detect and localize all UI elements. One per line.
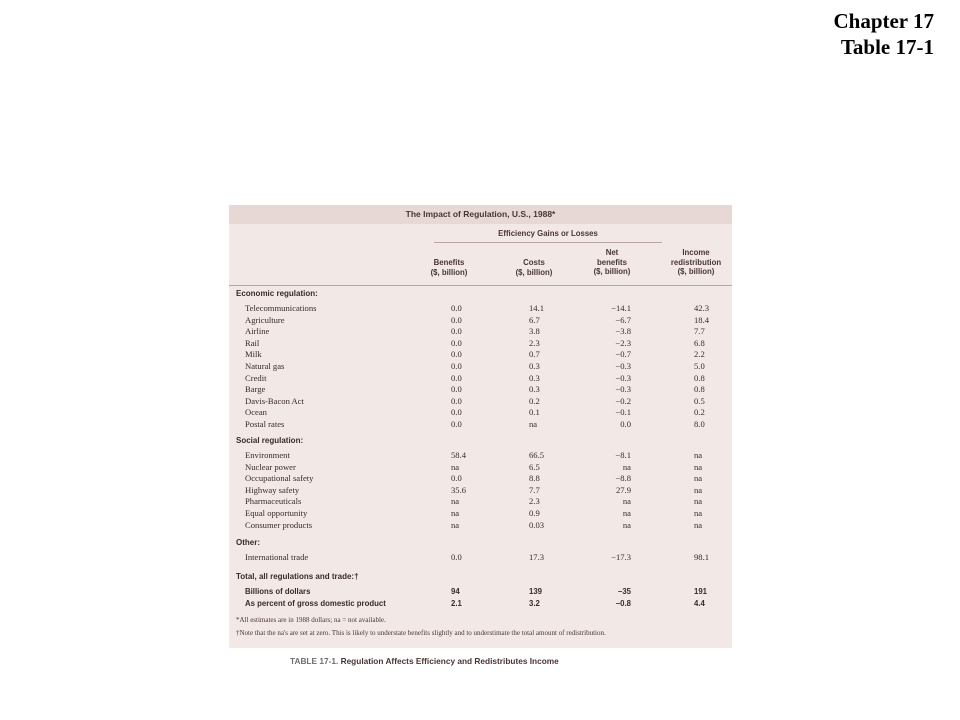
table-row — [229, 450, 732, 462]
table-row — [229, 361, 732, 373]
table-row — [229, 552, 732, 564]
costs-cell: 0.3 — [529, 361, 540, 371]
benefits-cell: na — [451, 519, 460, 530]
footnote-estimates: *All estimates are in 1988 dollars; na = not available. — [236, 616, 386, 624]
benefits-cell: 2.1 — [451, 598, 462, 608]
row-label: Consumer products — [245, 519, 313, 530]
income-redistribution-cell: 42.3 — [694, 303, 710, 313]
row-label: Rail — [245, 337, 260, 348]
costs-cell: 0.7 — [529, 349, 540, 360]
net-benefits-cell: −8.1 — [615, 450, 631, 460]
benefits-cell: 0.0 — [451, 349, 462, 360]
income-redistribution-cell: na — [694, 519, 703, 530]
net-benefits-cell: −6.7 — [615, 314, 631, 325]
costs-cell: 3.8 — [529, 326, 540, 337]
income-redistribution-cell: 0.2 — [694, 407, 705, 418]
row-label: Telecommunications — [245, 303, 317, 313]
net-benefits-cell: −0.3 — [615, 361, 631, 371]
costs-cell: 3.2 — [529, 598, 540, 608]
table-row — [229, 462, 732, 474]
chapter-heading: Chapter 17 — [833, 9, 934, 33]
table-row — [229, 508, 732, 520]
row-label: Barge — [245, 384, 266, 395]
costs-cell: 2.3 — [529, 496, 540, 507]
net-benefits-cell: na — [622, 496, 631, 507]
net-benefits-cell: −0.3 — [615, 372, 631, 383]
income-redistribution-cell: 0.8 — [694, 384, 705, 395]
row-label: Davis-Bacon Act — [245, 395, 304, 406]
table-row — [229, 373, 732, 385]
table-row — [229, 598, 732, 610]
costs-cell: 0.3 — [529, 384, 540, 395]
income-redistribution-cell: 5.0 — [694, 361, 705, 371]
col-header-income: Income redistribution ($, billion) — [670, 248, 722, 276]
row-label: Environment — [245, 450, 290, 460]
row-label: Natural gas — [245, 361, 285, 371]
row-label: Milk — [245, 349, 262, 360]
table-caption — [290, 656, 559, 666]
net-benefits-cell: −17.3 — [611, 552, 631, 562]
income-redistribution-cell: 7.7 — [694, 326, 705, 337]
table-row — [229, 520, 732, 532]
income-redistribution-cell: 8.0 — [694, 419, 705, 429]
table-row — [229, 349, 732, 361]
costs-cell: na — [529, 419, 538, 429]
benefits-cell: 58.4 — [451, 450, 467, 460]
table-heading: Table 17-1 — [840, 35, 934, 59]
col-header-costs: Costs ($, billion) — [515, 258, 553, 277]
income-redistribution-cell: na — [694, 496, 703, 507]
col-header-benefits: Benefits ($, billion) — [430, 258, 468, 277]
costs-cell: 0.1 — [529, 407, 540, 418]
costs-cell: 139 — [529, 587, 543, 596]
table-row — [229, 419, 732, 431]
table-row — [229, 407, 732, 419]
row-label: Airline — [245, 326, 270, 337]
benefits-cell: 0.0 — [451, 552, 462, 562]
net-benefits-cell: 27.9 — [615, 484, 631, 495]
section-heading: Total, all regulations and trade:† — [236, 572, 359, 581]
net-benefits-cell: na — [622, 461, 631, 472]
benefits-cell: na — [451, 496, 460, 507]
table-row — [229, 485, 732, 497]
table-row — [229, 384, 732, 396]
row-label: Billions of dollars — [245, 587, 311, 596]
costs-cell: 7.7 — [529, 484, 540, 495]
income-redistribution-cell: na — [694, 461, 703, 472]
benefits-cell: 0.0 — [451, 473, 462, 484]
net-benefits-cell: na — [622, 519, 631, 530]
benefits-cell: 0.0 — [451, 303, 462, 313]
benefits-cell: 0.0 — [451, 419, 462, 429]
costs-cell: 0.9 — [529, 508, 540, 518]
income-redistribution-cell: 191 — [694, 587, 708, 596]
row-label: Credit — [245, 372, 267, 383]
costs-cell: 6.5 — [529, 461, 540, 472]
row-label: International trade — [245, 552, 309, 562]
row-label: Equal opportunity — [245, 508, 308, 518]
net-benefits-cell: 0.0 — [620, 419, 631, 429]
net-benefits-cell: −8.8 — [615, 473, 631, 484]
net-benefits-cell: −0.3 — [615, 384, 631, 395]
income-redistribution-cell: 98.1 — [694, 552, 710, 562]
net-benefits-cell: −0.8 — [615, 598, 631, 608]
net-benefits-cell: −0.7 — [615, 349, 631, 360]
section-heading: Social regulation: — [236, 436, 304, 445]
benefits-cell: 0.0 — [451, 337, 462, 348]
income-redistribution-cell: 6.8 — [694, 337, 705, 348]
income-redistribution-cell: na — [694, 473, 703, 484]
table-title: The Impact of Regulation, U.S., 1988* — [229, 205, 732, 224]
group-header: Efficiency Gains or Losses — [498, 229, 598, 238]
benefits-cell: na — [451, 461, 460, 472]
regulation-table — [229, 205, 732, 648]
benefits-cell: 0.0 — [451, 384, 462, 395]
table-row — [229, 396, 732, 408]
income-redistribution-cell: 18.4 — [694, 314, 710, 325]
table-row — [229, 326, 732, 338]
table-row — [229, 315, 732, 327]
table-row — [229, 338, 732, 350]
table-row — [229, 496, 732, 508]
benefits-cell: 0.0 — [451, 407, 462, 418]
row-label: Highway safety — [245, 484, 300, 495]
costs-cell: 0.3 — [529, 372, 540, 383]
income-redistribution-cell: 0.8 — [694, 372, 705, 383]
row-label: As percent of gross domestic product — [245, 598, 386, 608]
row-label: Ocean — [245, 407, 267, 418]
slide-title — [833, 8, 934, 60]
income-redistribution-cell: 4.4 — [694, 598, 705, 608]
table-row — [229, 303, 732, 315]
costs-cell: 2.3 — [529, 337, 540, 348]
net-benefits-cell: −0.2 — [615, 395, 631, 406]
benefits-cell: 0.0 — [451, 326, 462, 337]
caption-text: Regulation Affects Efficiency and Redistributes Income — [340, 656, 559, 666]
caption-number: TABLE 17-1. — [290, 656, 339, 666]
benefits-cell: 0.0 — [451, 372, 462, 383]
net-benefits-cell: −0.1 — [615, 407, 631, 418]
net-benefits-cell: na — [622, 508, 631, 518]
benefits-cell: 0.0 — [451, 314, 462, 325]
table-row — [229, 473, 732, 485]
net-benefits-cell: −2.3 — [615, 337, 631, 348]
section-heading: Economic regulation: — [236, 289, 318, 298]
income-redistribution-cell: na — [694, 484, 703, 495]
income-redistribution-cell: na — [694, 508, 703, 518]
costs-cell: 17.3 — [529, 552, 545, 562]
table-row — [229, 586, 732, 598]
net-benefits-cell: −35 — [617, 587, 631, 596]
benefits-cell: na — [451, 508, 460, 518]
costs-cell: 0.03 — [529, 519, 545, 530]
row-label: Occupational safety — [245, 473, 314, 484]
row-label: Pharmaceuticals — [245, 496, 302, 507]
income-redistribution-cell: 0.5 — [694, 395, 705, 406]
row-label: Nuclear power — [245, 461, 296, 472]
footnote-na-note: †Note that the na's are set at zero. This is likely to understate benefits slightly and to understimate the total amount of redistribution. — [236, 629, 606, 637]
income-redistribution-cell: na — [694, 450, 703, 460]
costs-cell: 8.8 — [529, 473, 540, 484]
benefits-cell: 0.0 — [451, 395, 462, 406]
section-heading: Other: — [236, 538, 260, 547]
header-rule — [229, 285, 732, 286]
net-benefits-cell: −14.1 — [611, 303, 631, 313]
income-redistribution-cell: 2.2 — [694, 349, 705, 360]
net-benefits-cell: −3.8 — [615, 326, 631, 337]
costs-cell: 6.7 — [529, 314, 540, 325]
group-header-rule — [434, 242, 662, 243]
benefits-cell: 94 — [451, 587, 460, 596]
benefits-cell: 35.6 — [451, 484, 467, 495]
costs-cell: 0.2 — [529, 395, 540, 406]
costs-cell: 66.5 — [529, 450, 545, 460]
costs-cell: 14.1 — [529, 303, 545, 313]
benefits-cell: 0.0 — [451, 361, 462, 371]
col-header-net: Net benefits ($, billion) — [593, 248, 631, 276]
row-label: Agriculture — [245, 314, 285, 325]
row-label: Postal rates — [245, 419, 285, 429]
